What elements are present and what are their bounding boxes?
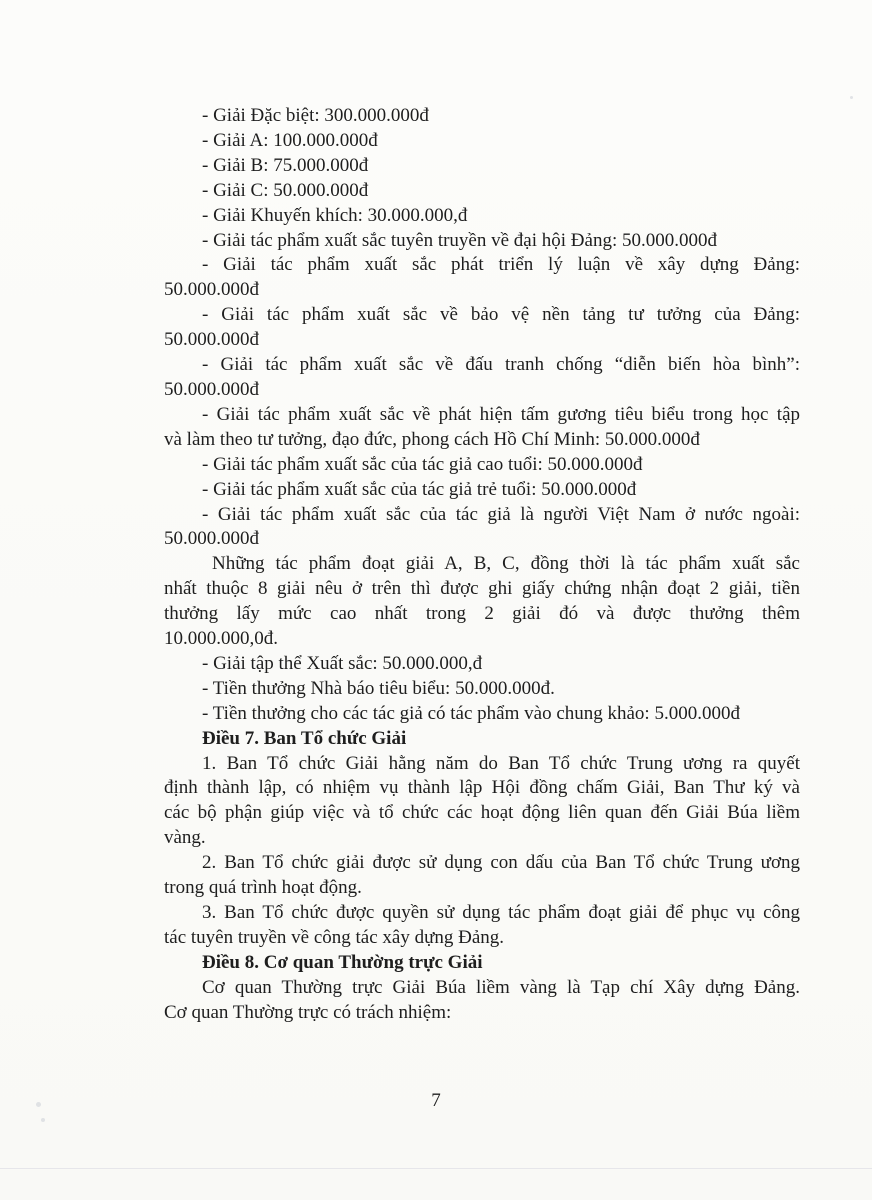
prize-line-b: - Giải B: 75.000.000đ [202,154,369,176]
article-7-item-2-line-1: 2. Ban Tổ chức giải được sử dụng con dấu của Ban Tổ chức Trung ương [202,852,800,874]
prize-line-collective: - Giải tập thể Xuất sắc: 50.000.000,đ [202,652,483,674]
article-7-item-1-line-1: 1. Ban Tổ chức Giải hằng năm do Ban Tổ chức Trung ương ra quyết [202,752,800,774]
paragraph-double-prize-4: 10.000.000,0đ. [164,628,278,650]
prize-line-young-author: - Giải tác phẩm xuất sắc của tác giả trẻ tuổi: 50.000.000đ [202,478,637,500]
article-7-item-1-line-3: các bộ phận giúp việc và tổ chức các hoạt động liên quan đến Giải Búa liềm [164,802,800,824]
prize-line-a: - Giải A: 100.000.000đ [202,129,378,151]
prize-line-ideology: - Giải tác phẩm xuất sắc về bảo vệ nền tảng tư tưởng của Đảng: [202,304,800,326]
scan-speck [41,1118,45,1122]
prize-line-c: - Giải C: 50.000.000đ [202,179,369,201]
prize-line-elderly-author: - Giải tác phẩm xuất sắc của tác giả cao tuổi: 50.000.000đ [202,453,643,475]
prize-line-theory: - Giải tác phẩm xuất sắc phát triển lý luận về xây dựng Đảng: [202,254,800,276]
scan-speck [36,1102,41,1107]
prize-line-special: - Giải Đặc biệt: 300.000.000đ [202,105,429,126]
document-body [164,104,800,1026]
article-7-item-1-line-2: định thành lập, có nhiệm vụ thành lập Hội đồng chấm Giải, Ban Thư ký và [164,777,800,799]
prize-line-finalists: - Tiền thưởng cho các tác giả có tác phẩm vào chung khảo: 5.000.000đ [202,702,740,724]
prize-line-journalist: - Tiền thưởng Nhà báo tiêu biểu: 50.000.000đ. [202,677,555,699]
article-7-item-1-line-4: vàng. [164,827,206,849]
article-8-line-2: Cơ quan Thường trực có trách nhiệm: [164,1001,452,1023]
prize-line-ideology-amount: 50.000.000đ [164,329,259,351]
prize-line-role-models-cont: và làm theo tư tưởng, đạo đức, phong cách Hồ Chí Minh: 50.000.000đ [164,428,700,450]
prize-line-role-models: - Giải tác phẩm xuất sắc về phát hiện tấm gương tiêu biểu trong học tập [202,403,800,425]
paragraph-double-prize-1: Những tác phẩm đoạt giải A, B, C, đồng thời là tác phẩm xuất sắc [212,553,800,575]
article-7-item-2-line-2: trong quá trình hoạt động. [164,877,362,899]
article-7-item-3-line-1: 3. Ban Tổ chức được quyền sử dụng tác phẩm đoạt giải để phục vụ công [202,902,800,923]
prize-line-peaceful-evolution: - Giải tác phẩm xuất sắc về đấu tranh chống “diễn biến hòa bình”: [202,354,800,376]
article-7-item-3-line-2: tác tuyên truyền về công tác xây dựng Đảng. [164,926,505,948]
prize-line-congress: - Giải tác phẩm xuất sắc tuyên truyền về đại hội Đảng: 50.000.000đ [202,229,717,251]
scan-edge-line [0,1168,872,1169]
prize-line-overseas-author: - Giải tác phẩm xuất sắc của tác giả là người Việt Nam ở nước ngoài: [202,503,800,525]
page-number: 7 [431,1090,441,1111]
paragraph-double-prize-2: nhất thuộc 8 giải nêu ở trên thì được ghi giấy chứng nhận đoạt 2 giải, tiền [164,578,800,600]
prize-line-overseas-author-amount: 50.000.000đ [164,528,259,550]
prize-line-encouragement: - Giải Khuyến khích: 30.000.000,đ [202,204,468,226]
article-7-heading: Điều 7. Ban Tổ chức Giải [202,727,407,749]
article-8-heading: Điều 8. Cơ quan Thường trực Giải [202,951,483,973]
article-8-line-1: Cơ quan Thường trực Giải Búa liềm vàng là Tạp chí Xây dựng Đảng. [202,976,800,998]
paragraph-double-prize-3: thưởng lấy mức cao nhất trong 2 giải đó và được thưởng thêm [164,603,800,625]
prize-line-theory-amount: 50.000.000đ [164,279,259,301]
prize-line-peaceful-evolution-amount: 50.000.000đ [164,378,259,400]
scan-speck [850,96,853,99]
